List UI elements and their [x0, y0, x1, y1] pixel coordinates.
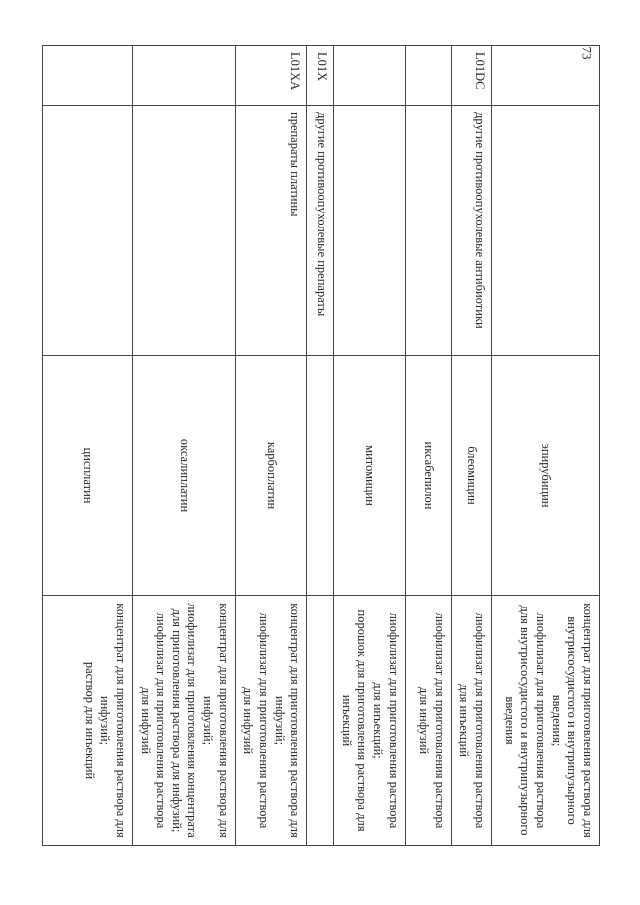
drug-name-cell: митомицин — [334, 356, 406, 596]
drug-name-cell: карбоплатин — [235, 356, 307, 596]
dosage-form-cell — [492, 596, 600, 846]
dosage-form-line: лиофилизат для приготовления раствора для инфузий — [241, 612, 271, 829]
drug-name-cell: блеомицин — [451, 356, 491, 596]
atc-code-cell: L01XA — [235, 46, 307, 106]
table-row — [492, 46, 600, 846]
table-row — [307, 46, 334, 846]
dosage-form-line: лиофилизат для приготовления раствора для внутрисосудистого и внутрипузырного введения — [502, 605, 549, 836]
dosage-form-cell — [451, 596, 491, 846]
dosage-form-line: лиофилизат для приготовления раствора для инъекций; — [371, 612, 401, 829]
drug-name-cell: цисплатин — [43, 356, 133, 596]
rotated-table-container — [55, 45, 600, 845]
atc-code-cell — [405, 46, 451, 106]
drug-name-cell: эпирубицин — [492, 356, 600, 596]
atc-code-cell — [492, 46, 600, 106]
atc-code-cell: L01X — [307, 46, 334, 106]
dosage-form-line: лиофилизат для приготовления раствора для инфузий — [138, 612, 169, 829]
table-row — [43, 46, 133, 846]
table-row — [405, 46, 451, 846]
dosage-form-line: лиофилизат для приготовления раствора для инфузий — [417, 612, 447, 829]
dosage-form-line: концентрат для приготовления раствора для инфузий; — [272, 603, 303, 838]
group-cell — [334, 106, 406, 356]
dosage-form-line: раствор для инъекций — [82, 661, 97, 780]
group-cell — [492, 106, 600, 356]
dosage-form-line: концентрат для приготовления раствора для инфузий; — [201, 603, 231, 838]
dosage-form-cell — [307, 596, 334, 846]
dosage-form-line: концентрат для приготовления раствора для внутрисосудистого и внутрипузырного введения; — [549, 603, 595, 838]
dosage-form-cell — [334, 596, 406, 846]
drug-name-cell: оксалиплатин — [133, 356, 236, 596]
table-row — [451, 46, 491, 846]
drug-name-cell: иксабепилон — [405, 356, 451, 596]
atc-code-cell — [43, 46, 133, 106]
atc-code-cell: L01DC — [451, 46, 491, 106]
dosage-form-line: лиофилизат для приготовления раствора для инъекций — [457, 612, 487, 829]
group-cell: другие противоопухолевые антибиотики — [451, 106, 491, 356]
table-row — [133, 46, 236, 846]
page-number: 73 — [579, 46, 595, 60]
dosage-form-cell — [133, 596, 236, 846]
drug-name-cell — [307, 356, 334, 596]
dosage-form-cell — [405, 596, 451, 846]
dosage-form-line: порошок для приготовления раствора для инъекций — [339, 609, 370, 832]
drug-table — [42, 45, 600, 846]
group-cell — [43, 106, 133, 356]
dosage-form-cell — [43, 596, 133, 846]
table-row — [235, 46, 307, 846]
group-cell: другие противоопухолевые препараты — [307, 106, 334, 356]
dosage-form-line: лиофилизат для приготовления концентрата для приготовления раствора для инфузий; — [169, 603, 200, 838]
atc-code-cell — [133, 46, 236, 106]
group-cell — [405, 106, 451, 356]
group-cell: препараты платины — [235, 106, 307, 356]
dosage-form-cell — [235, 596, 307, 846]
group-cell — [133, 106, 236, 356]
atc-code-cell — [334, 46, 406, 106]
dosage-form-line: концентрат для приготовления раствора для инфузий; — [98, 603, 128, 838]
table-row — [334, 46, 406, 846]
